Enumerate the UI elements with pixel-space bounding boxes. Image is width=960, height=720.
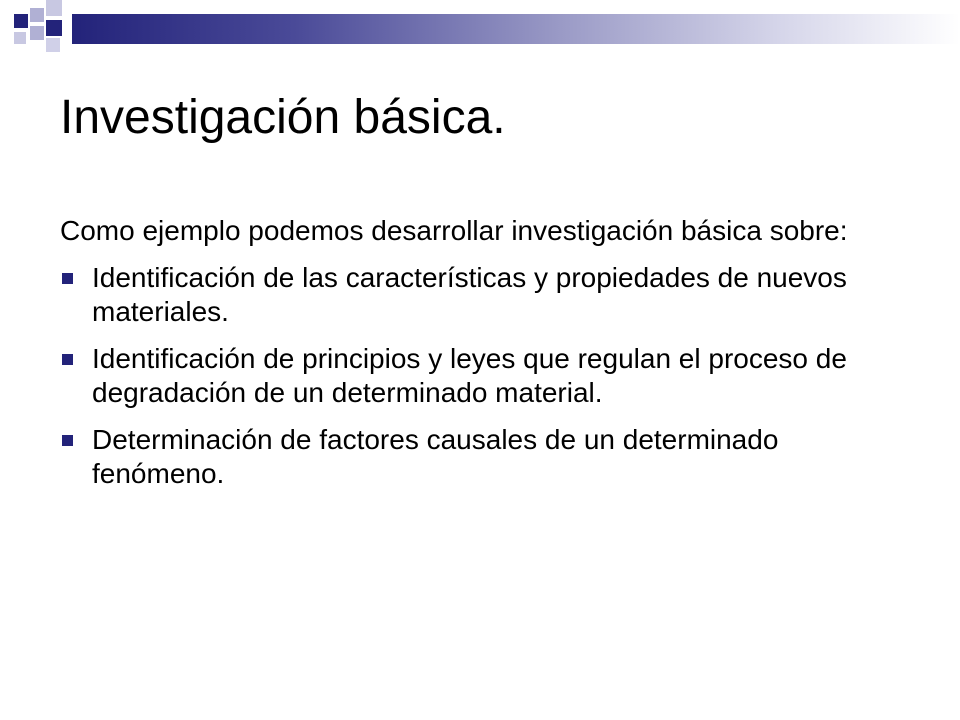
bullet-item: [60, 423, 900, 491]
decor-square-light: [46, 0, 62, 16]
bullet-text: Identificación de principios y leyes que regulan el proceso de degradación de un determinado material.: [92, 343, 847, 408]
bullet-text: Identificación de las características y propiedades de nuevos materiales.: [92, 262, 847, 327]
slide-title: Investigación básica.: [60, 91, 506, 144]
bullet-item: [60, 261, 900, 329]
square-bullet-icon: [62, 354, 73, 365]
decor-square-dark: [14, 14, 28, 28]
square-bullet-icon: [62, 435, 73, 446]
decor-square-dark: [46, 20, 62, 36]
decor-square-light: [46, 38, 60, 52]
bullet-text: Determinación de factores causales de un determinado fenómeno.: [92, 424, 779, 489]
intro-paragraph: Como ejemplo podemos desarrollar investigación básica sobre:: [60, 215, 848, 246]
square-bullet-icon: [62, 273, 73, 284]
header-decoration: [0, 0, 960, 60]
bullet-item: [60, 342, 900, 410]
decor-square-light: [30, 26, 44, 40]
decor-square-light: [14, 32, 26, 44]
decor-square-light: [30, 8, 44, 22]
slide-body: [60, 214, 900, 504]
header-gradient-bar: [72, 14, 960, 44]
